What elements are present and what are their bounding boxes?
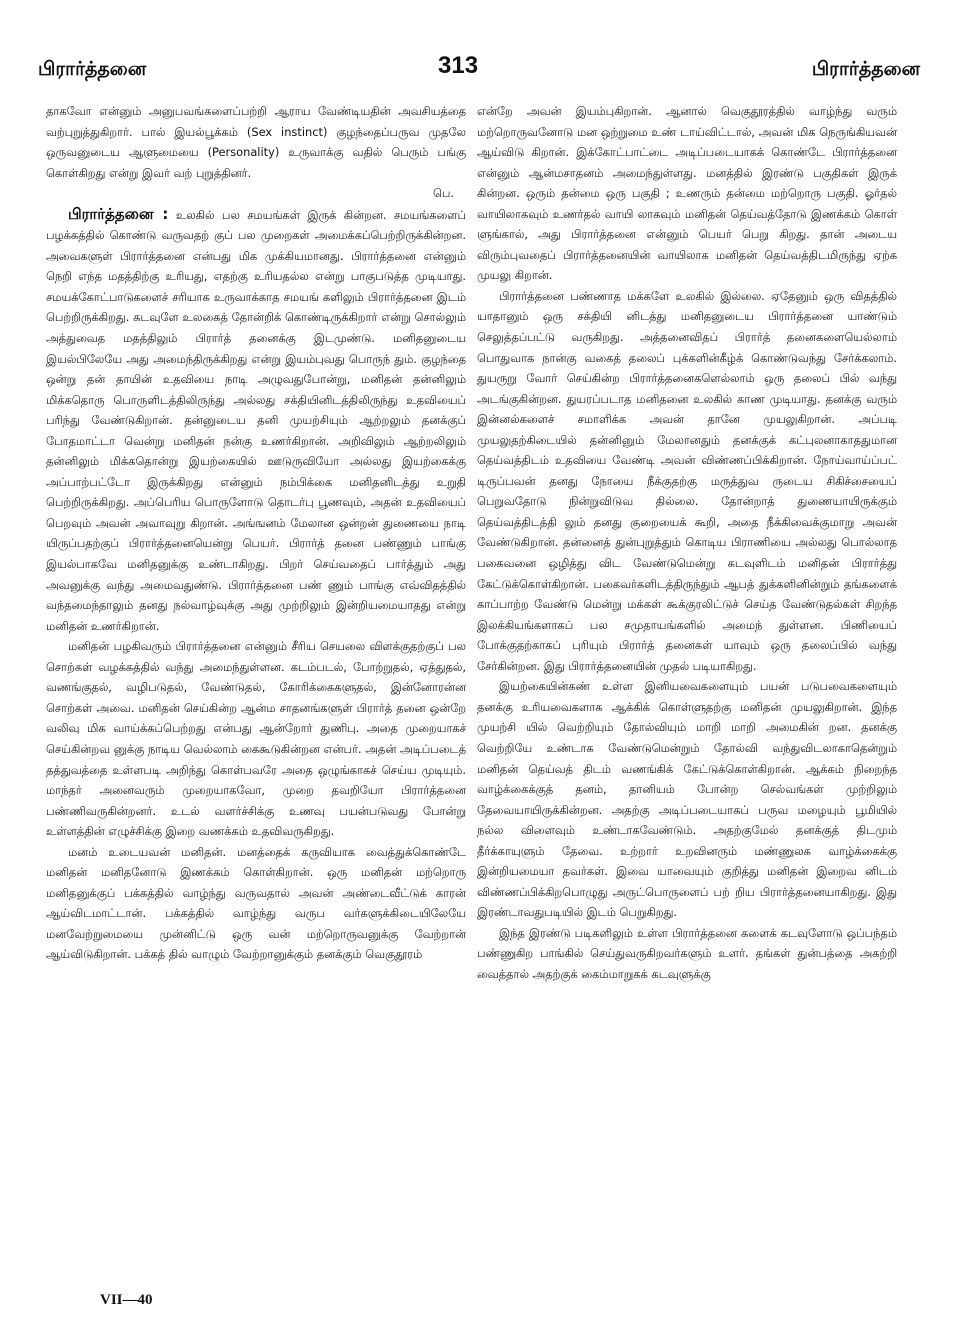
entry-heading: பிரார்த்தனை : [68,204,169,223]
running-title-right: பிரார்த்தனை [811,58,920,80]
left-column [46,101,466,965]
paragraph: இயற்கையின்கண் உள்ள இனியவைகளையும் பயன் படுபவைகளையும் தனக்கு உரியவைகளாக ஆக்கிக் கொள்ளுதற்கு மனிதன் முயலுகிறான். இந்த முயற்சி யில் வெற்றியும் தோல்வியும் மாறி மாறி அமைகின் றன. தனக்கு வெற்றியே உண்டாக வேண்டுமென்றும் தோல்வி வந்துவிடலாகாதென்றும் மனிதன் தெய்வத் திடம் வணங்கிக் கேட்டுக்கொள்கிறான். ஆக்கம் நிறைந்த வாழ்க்கைக்குத் தனம், தானியம் போன்ற செல்வங்கள் முற்றிலும் தேவையாயிருக்கின்றன. அதற்கு அடிப்படையாகப் பருவ மழையும் பூமியில் நல்ல விளைவும் உண்டாகவேண்டும். அதற்குமேல் தனக்குத் திடமும் தீர்க்காயுளும் தேவை. உற்றார் உறவினரும் மண்ணுலக வாழ்க்கைக்கு இன்றியமையா தவர்கள். இவை யாவையும் குறித்து மனிதன் இறைவ னிடம் விண்ணப்பிக்கிறபொழுது அருட்பொருளைப் பற் றிய பிரார்த்தனையாகிறது. இது இரண்டாவதுபடியில் இடம் பெறுகிறது. [477,679,897,920]
volume-footer: VII—40 [100,1292,153,1308]
paragraph: மனம் உடையவன் மனிதன். மனத்தைக் கருவியாக வைத்துக்கொண்டே மனிதன் மனிதனோடு இணக்கம் கொள்கிறான். ஒரு மனிதன் மற்றொரு மனிதனுக்குப் பக்கத்தில் வாழ்ந்து வருவதால் அவன் அண்டைவீட்டுக் காரன் ஆய்விடமாட்டான். பக்கத்தில் வாழ்ந்து வருப வர்களுக்கிடையிலேயே மனவேற்றுமையை முன்னிட்டு ஒரு வன் மற்றொருவனுக்கு வேற்றான் ஆய்விடுகிறான். பக்கத் தில் வாழும் வேற்றானுக்கும் தனக்கும் வெகுதூரம் [46,844,466,962]
page-header [38,52,920,88]
entry-paragraph [46,204,466,636]
paragraph-continued: தாகவோ என்னும் அனுபவங்களைப்பற்றி ஆராய வேண்டியதின் அவசியத்தை வற்புறுத்துகிறார். பால் இயல்பூக்கம் (Sex instinct) குழந்தைப்பருவ முதலே ஒருவனுடைய ஆளுமையை (Personality) உருவாக்கு வதில் பெரும் பங்கு கொள்கிறது என்று இவர் வற் புறுத்தினர். [46,104,466,180]
page-number: 313 [438,52,479,79]
running-title-left: பிரார்த்தனை [38,58,147,80]
right-column [477,101,897,985]
entry-body: உலகில் பல சமயங்கள் இருக் கின்றன. சமயங்களைப் பழக்கத்தில் கொண்டு வருவதற் குப் பல முறைகள் அமைக்கப்பெற்றிருக்கின்றன. அவைகளுள் பிரார்த்தனை என்பது மிக முக்கியமானது. பிரார்த்தனை என்னும் நெறி எந்த மதத்திற்கு உரியது, எதற்கு உரியதல்ல என்று பாகுபடுத்த முடியாது. சமயக்கோட்பாடுகளைச் சரியாக உருவாக்காத சமயங் களிலும் பிரார்த்தனை இடம் பெற்றிருக்கிறது. கடவுளே உலகைத் தோன்றிக் கொண்டிருக்கிறார் என்று சொல்லும் அத்துவைத மதத்திலும் பிரார்த் தனைக்கு இடமுண்டு. மனிதனுடைய இயல்பிலேயே அது அமைந்திருக்கிறது என்று இயம்புவது பொருந் தும். குழந்தை ஒன்று தன் தாயின் உதவியை நாடி அழுவதுபோன்று, மனிதன் தன்னிலும் மிக்கதொரு பொருளிடத்திலிருந்து அல்லது சக்தியினிடத்திலிருந்து உதவியைப் பரிந்து வேண்டுகிறான். தன்னுடைய தனி முயற்சியும் ஆற்றலும் தனக்குப் போதமாட்டா வென்று மனிதன் நன்கு உணர்கிறான். அறிவிலும் ஆற்றலிலும் தன்னிலும் மிக்கதொன்று இயற்கையில் ஊடுருவியோ அல்லது இயற்கைக்கு அப்பாற்பட்டோ இருக்கிறது என்னும் நம்பிக்கை மனிதனிடத்து உறுதி பெற்றிருக்கிறது. அப்பெரிய பொருளோடு தொடர்பு பூணவும், அதன் உதவியைப் பெறவும் அவன் அவாவுறு கிறான். அங்ஙனம் மேலான ஒன்றன் துணையை நாடி யிருப்பதற்குப் பிரார்த்தனையென்று பெயர். பிரார்த் தனை பண்ணும் பாங்கு இயல்பாகவே மனிதனுக்கு உண்டாகிறது. பிறர் செய்வதைப் பார்த்தும் அது அவனுக்கு வந்து அமைவதுண்டு. பிரார்த்தனை பண் ணும் பாங்கு எவ்விதத்தில் வந்தமைந்தாலும் தனது நல்வாழ்வுக்கு அது முற்றிலும் இன்றியமையாதது என்று மனிதன் உணர்கிறான். [46,207,467,633]
paragraph: மனிதன் பழகிவரும் பிரார்த்தனை என்னும் சீரிய செயலை விளக்குதற்குப் பல சொற்கள் வழக்கத்தில் வந்து அமைந்துள்ளன. கடம்படல், போற்றுதல், ஏத்துதல், வணங்குதல், வழிபடுதல், வேண்டுதல், கோரிக்கைகளுதல், இன்னோரன்ன சொற்கள் அவை. மனிதன் செய்கின்ற ஆன்ம சாதனங்களுள் பிரார்த் தனை ஒன்றே வலிவு மிக வாய்க்கப்பெற்றது என்பது ஆன்றோர் துணிபு. அதை முறையாகச் செய்கின்றவ னுக்கு நாடிய வெல்லாம் கைகூடுகின்றன என்பர். அதன் அடிப்படைத் தத்துவத்தை உள்ளபடி அறிந்து கொள்பவரே அதை ஒழுங்காகச் செய்ய முடியும். மாந்தர் அனைவரும் முறையாகவோ, முறை தவறியோ பிரார்த்தனை பண்ணிவருகின்றனர். உடல் வளர்ச்சிக்கு உணவு பயன்படுவது போன்று உள்ளத்தின் எழுச்சிக்கு இறை வணக்கம் உதவிவருகிறது. [46,639,466,839]
paragraph: இந்த இரண்டு படிகளிலும் உள்ள பிரார்த்தனை களைக் கடவுளோடு ஒப்பந்தம் பண்ணுகிற பாங்கில் செய்துவருகிறவர்களும் உளர். தங்கள் துன்பத்தை அகற்றி வைத்தால் அதற்குக் கைம்மாறுகக் கடவுளுக்கு [477,925,897,981]
author-initials: பெ. [433,186,454,201]
paragraph-continued: என்றே அவன் இயம்புகிறான். ஆனால் வெகுதூரத்தில் வாழ்ந்து வரும் மற்றொருவனோடு மன ஒற்றுமை உண் டாய்விட்டால், அவன் மிக நெருங்கியவன் ஆய்விடு கிறான். இக்கோட்பாட்டை அடிப்படையாகக் கொண்டே பிரார்த்தனை என்னும் ஆன்மசாதனம் அமைந்துள்ளது. மனத்தில் இரண்டு பகுதிகள் இருக் கின்றன. ஒரும் தன்மை ஒரு பகுதி ; உணரும் தன்மை மற்றொரு பகுதி. ஓர்தல் வாயிலாகவும் உணர்தல் வாயி லாகவும் மனிதன் தெய்வத்தோடு இணக்கம் கொள் ளுங்கால், அது பிரார்த்தனை என்னும் பெயர் பெறு கிறது. தான் அடைய விரும்புவதைப் பிரார்த்தனையின் வாயிலாக மனிதன் தெய்வத்திடமிருந்து ஏற்க முயலு கிறான். [477,104,897,283]
paragraph: பிரார்த்தனை பண்ணாத மக்களே உலகில் இல்லை. ஏதேனும் ஒரு விதத்தில் யாதானும் ஒரு சக்தியி னிடத்து மனிதனுடைய பிரார்த்தனை யாண்டும் செலுத்தப்பட்டு வருகிறது. அத்தனைவிதப் பிரார்த் தனைகளையெல்லாம் பொதுவாக நான்கு வகைத் தலைப் புக்களின்கீழ்க் கொண்டுவந்து சேர்க்கலாம். துயருறு வோர் செய்கின்ற பிரார்த்தனைகளெல்லாம் ஒரு தலைப் பில் வந்து அடங்குகின்றன. துயரப்படாத மனிதனை உலகில் காண முடியாது. தனக்கு வரும் இன்னல்களைச் சமாளிக்க அவன் தானே முயலுகிறான். அப்படி முயலுதற்கிடையில் தன்னினும் மேலானதும் தனக்குக் கட்புலனாகாததுமான தெய்வத்திடம் உதவியை வேண்டி அவன் விண்ணப்பிக்கிறான். நோய்வாய்ப்பட் டிருப்பவன் தனது நோயை நீக்குதற்கு மருத்துவ ருடைய சிகிச்சையைப் பெறுவதோடு நின்றுவிடுவ தில்லை. தோன்றாத் துணையாயிருக்கும் தெய்வத்திடத்தி லும் தனது குறையைக் கூறி, அதை நீக்கிவைக்குமாறு அவன் வேண்டுகிறான். தன்னைத் துன்புறுத்தும் கொடிய பிராணியை அல்லது பொல்லாத பகைவனை ஒழித்து விட வேண்டுமென்று கடவுளிடம் மனிதன் பிரார்த்து கேட்டுக்கொள்கிறான். பகைவர்களிடத்திருந்தும் ஆபத் துக்களினின்றும் தங்களைக் காப்பாற்ற வேண்டு மென்று மக்கள் கூக்குரலிட்டுச் செய்த வேண்டுதல்கள் சிறந்த இலக்கியங்களாகப் பல சமுதாயங்களில் அமைந் துள்ளன. பிணியைப் போக்குதற்காகப் புரியும் பிரார்த் தனைகள் யாவும் ஒரு தலைப்பில் வந்து சேர்கின்றன. இது பிரார்த்தனையின் முதல் படியாகிறது. [477,288,897,673]
